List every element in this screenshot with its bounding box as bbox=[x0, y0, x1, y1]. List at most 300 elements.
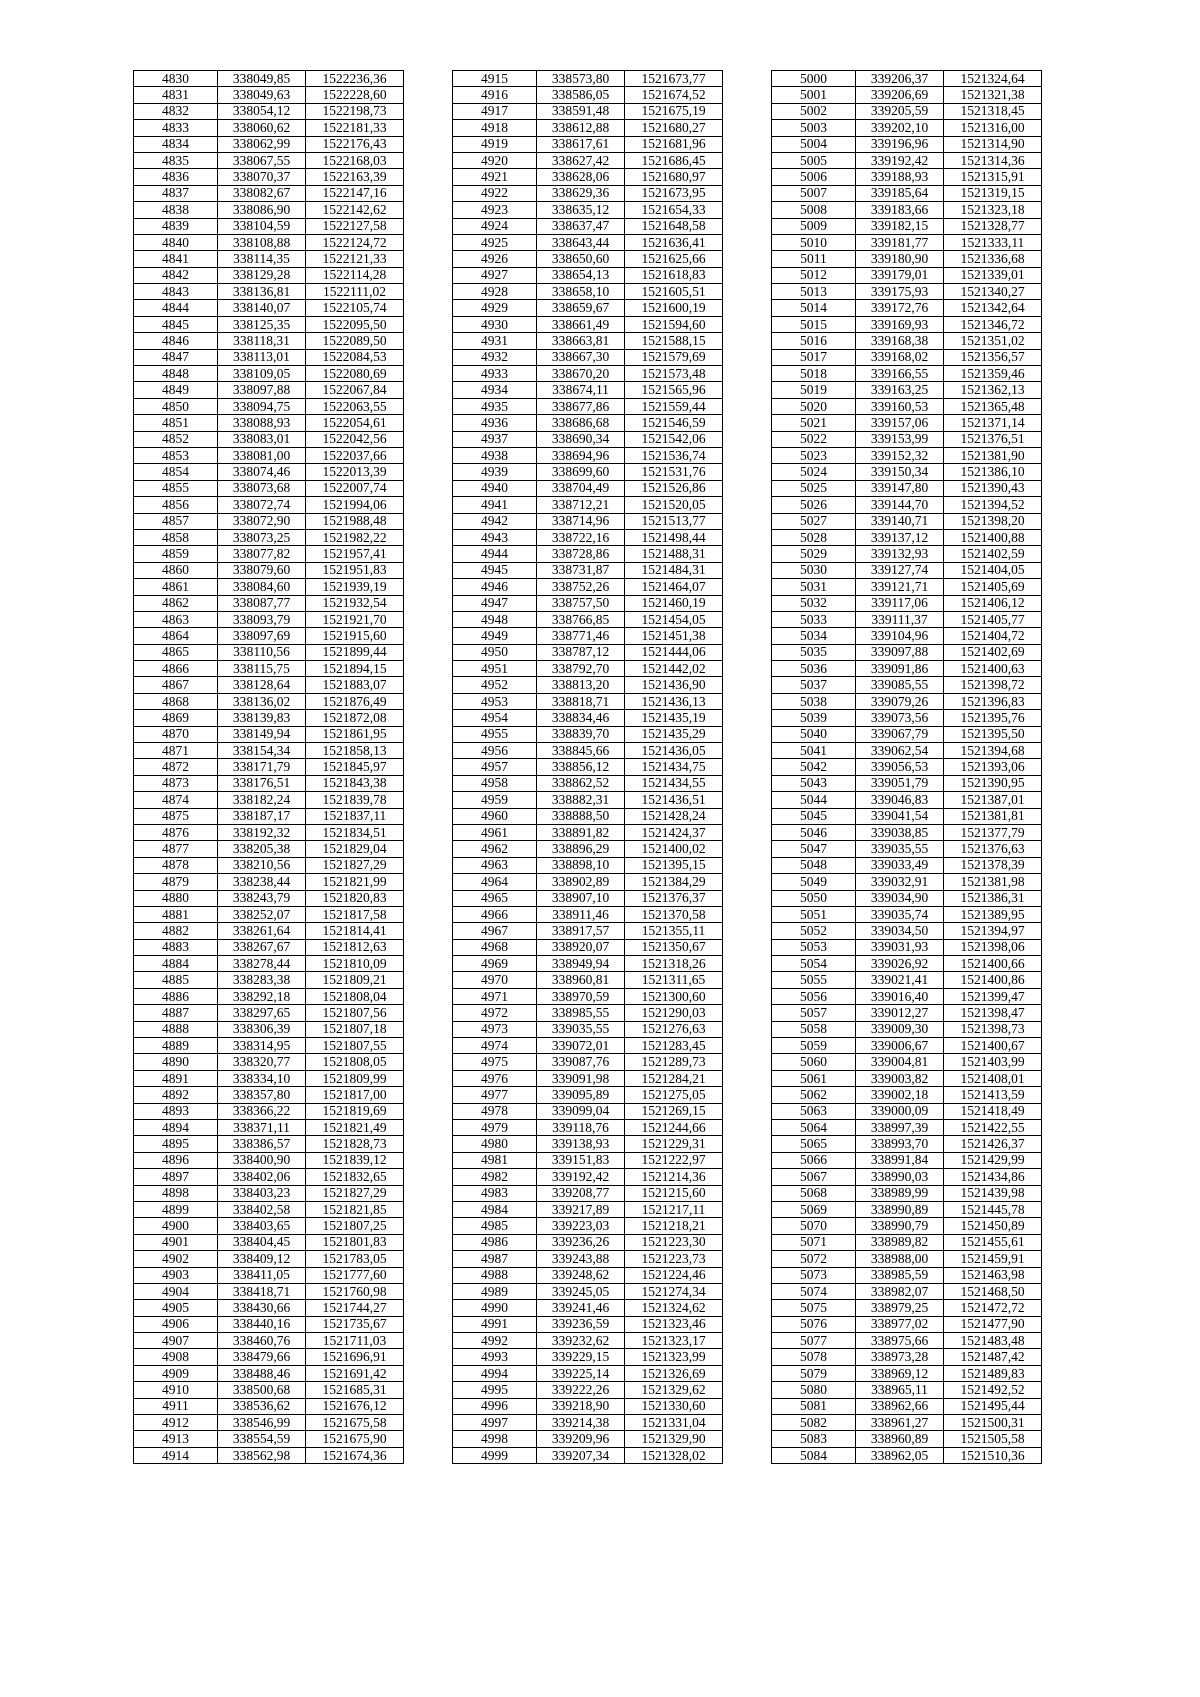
table-row bbox=[134, 841, 404, 857]
table-row bbox=[134, 87, 404, 103]
y-coordinate-cell: 1521398,06 bbox=[944, 939, 1042, 955]
x-coordinate-cell: 338079,60 bbox=[218, 562, 306, 578]
table-row bbox=[772, 513, 1042, 529]
y-coordinate-cell: 1521459,91 bbox=[944, 1251, 1042, 1267]
x-coordinate-cell: 338973,28 bbox=[856, 1349, 944, 1365]
y-coordinate-cell: 1522163,39 bbox=[306, 169, 404, 185]
x-coordinate-cell: 338176,51 bbox=[218, 775, 306, 791]
point-number-cell: 4940 bbox=[453, 480, 537, 496]
y-coordinate-cell: 1521783,05 bbox=[306, 1251, 404, 1267]
point-number-cell: 4847 bbox=[134, 349, 218, 365]
point-number-cell: 4939 bbox=[453, 464, 537, 480]
x-coordinate-cell: 338081,00 bbox=[218, 447, 306, 463]
y-coordinate-cell: 1521809,99 bbox=[306, 1070, 404, 1086]
y-coordinate-cell: 1522142,62 bbox=[306, 202, 404, 218]
y-coordinate-cell: 1521283,45 bbox=[625, 1038, 723, 1054]
table-row bbox=[772, 1283, 1042, 1299]
point-number-cell: 4954 bbox=[453, 710, 537, 726]
point-number-cell: 4991 bbox=[453, 1316, 537, 1332]
table-body bbox=[134, 71, 404, 1464]
x-coordinate-cell: 339009,30 bbox=[856, 1021, 944, 1037]
point-number-cell: 4979 bbox=[453, 1120, 537, 1136]
y-coordinate-cell: 1521390,95 bbox=[944, 775, 1042, 791]
table-row bbox=[453, 1349, 723, 1365]
x-coordinate-cell: 338949,94 bbox=[537, 956, 625, 972]
table-row bbox=[453, 415, 723, 431]
y-coordinate-cell: 1521510,36 bbox=[944, 1447, 1042, 1463]
point-number-cell: 5051 bbox=[772, 906, 856, 922]
y-coordinate-cell: 1521821,49 bbox=[306, 1120, 404, 1136]
point-number-cell: 4835 bbox=[134, 152, 218, 168]
table-row bbox=[134, 415, 404, 431]
table-row bbox=[134, 1349, 404, 1365]
y-coordinate-cell: 1521861,95 bbox=[306, 726, 404, 742]
table-row bbox=[772, 923, 1042, 939]
x-coordinate-cell: 338402,06 bbox=[218, 1169, 306, 1185]
y-coordinate-cell: 1521323,46 bbox=[625, 1316, 723, 1332]
y-coordinate-cell: 1521498,44 bbox=[625, 529, 723, 545]
table-row bbox=[772, 382, 1042, 398]
point-number-cell: 4911 bbox=[134, 1398, 218, 1414]
point-number-cell: 4841 bbox=[134, 251, 218, 267]
point-number-cell: 4848 bbox=[134, 366, 218, 382]
point-number-cell: 4854 bbox=[134, 464, 218, 480]
y-coordinate-cell: 1521994,06 bbox=[306, 497, 404, 513]
point-number-cell: 5035 bbox=[772, 644, 856, 660]
x-coordinate-cell: 338989,99 bbox=[856, 1185, 944, 1201]
table-row bbox=[453, 267, 723, 283]
x-coordinate-cell: 338113,01 bbox=[218, 349, 306, 365]
table-row bbox=[453, 87, 723, 103]
y-coordinate-cell: 1521472,72 bbox=[944, 1300, 1042, 1316]
y-coordinate-cell: 1521333,11 bbox=[944, 234, 1042, 250]
table-row bbox=[453, 513, 723, 529]
point-number-cell: 5004 bbox=[772, 136, 856, 152]
point-number-cell: 4870 bbox=[134, 726, 218, 742]
x-coordinate-cell: 338839,70 bbox=[537, 726, 625, 742]
x-coordinate-cell: 339202,10 bbox=[856, 120, 944, 136]
point-number-cell: 5049 bbox=[772, 874, 856, 890]
point-number-cell: 4951 bbox=[453, 661, 537, 677]
point-number-cell: 4867 bbox=[134, 677, 218, 693]
table-row bbox=[134, 1103, 404, 1119]
x-coordinate-cell: 338990,89 bbox=[856, 1201, 944, 1217]
point-number-cell: 4898 bbox=[134, 1185, 218, 1201]
point-number-cell: 4887 bbox=[134, 1005, 218, 1021]
point-number-cell: 5050 bbox=[772, 890, 856, 906]
y-coordinate-cell: 1521520,05 bbox=[625, 497, 723, 513]
x-coordinate-cell: 339169,93 bbox=[856, 316, 944, 332]
table-row bbox=[453, 988, 723, 1004]
y-coordinate-cell: 1521404,05 bbox=[944, 562, 1042, 578]
x-coordinate-cell: 338677,86 bbox=[537, 398, 625, 414]
x-coordinate-cell: 338969,12 bbox=[856, 1365, 944, 1381]
point-number-cell: 4965 bbox=[453, 890, 537, 906]
x-coordinate-cell: 338086,90 bbox=[218, 202, 306, 218]
y-coordinate-cell: 1521350,67 bbox=[625, 939, 723, 955]
x-coordinate-cell: 338818,71 bbox=[537, 693, 625, 709]
y-coordinate-cell: 1521654,33 bbox=[625, 202, 723, 218]
point-number-cell: 4980 bbox=[453, 1136, 537, 1152]
x-coordinate-cell: 338891,82 bbox=[537, 824, 625, 840]
x-coordinate-cell: 339229,15 bbox=[537, 1349, 625, 1365]
point-number-cell: 4902 bbox=[134, 1251, 218, 1267]
point-number-cell: 5077 bbox=[772, 1333, 856, 1349]
x-coordinate-cell: 338049,85 bbox=[218, 71, 306, 87]
x-coordinate-cell: 339217,89 bbox=[537, 1201, 625, 1217]
point-number-cell: 4882 bbox=[134, 923, 218, 939]
point-number-cell: 5055 bbox=[772, 972, 856, 988]
table-row bbox=[772, 1087, 1042, 1103]
point-number-cell: 4883 bbox=[134, 939, 218, 955]
y-coordinate-cell: 1521405,77 bbox=[944, 611, 1042, 627]
y-coordinate-cell: 1521454,05 bbox=[625, 611, 723, 627]
table-row bbox=[772, 841, 1042, 857]
table-row bbox=[453, 857, 723, 873]
y-coordinate-cell: 1521329,62 bbox=[625, 1382, 723, 1398]
point-number-cell: 4989 bbox=[453, 1283, 537, 1299]
table-row bbox=[772, 234, 1042, 250]
y-coordinate-cell: 1521339,01 bbox=[944, 267, 1042, 283]
table-row bbox=[772, 906, 1042, 922]
point-number-cell: 4838 bbox=[134, 202, 218, 218]
point-number-cell: 4874 bbox=[134, 792, 218, 808]
point-number-cell: 4964 bbox=[453, 874, 537, 890]
point-number-cell: 4977 bbox=[453, 1087, 537, 1103]
table-row bbox=[772, 185, 1042, 201]
y-coordinate-cell: 1521744,27 bbox=[306, 1300, 404, 1316]
y-coordinate-cell: 1521329,90 bbox=[625, 1431, 723, 1447]
table-row bbox=[453, 726, 723, 742]
point-number-cell: 4884 bbox=[134, 956, 218, 972]
x-coordinate-cell: 339006,67 bbox=[856, 1038, 944, 1054]
x-coordinate-cell: 338093,79 bbox=[218, 611, 306, 627]
table-row bbox=[772, 1333, 1042, 1349]
table-row bbox=[772, 366, 1042, 382]
table-row bbox=[134, 1201, 404, 1217]
x-coordinate-cell: 338192,32 bbox=[218, 824, 306, 840]
point-number-cell: 4862 bbox=[134, 595, 218, 611]
point-number-cell: 5081 bbox=[772, 1398, 856, 1414]
table-row bbox=[772, 808, 1042, 824]
point-number-cell: 5072 bbox=[772, 1251, 856, 1267]
y-coordinate-cell: 1521314,90 bbox=[944, 136, 1042, 152]
table-row bbox=[453, 398, 723, 414]
x-coordinate-cell: 338072,74 bbox=[218, 497, 306, 513]
point-number-cell: 4960 bbox=[453, 808, 537, 824]
x-coordinate-cell: 339206,69 bbox=[856, 87, 944, 103]
point-number-cell: 5052 bbox=[772, 923, 856, 939]
x-coordinate-cell: 338674,11 bbox=[537, 382, 625, 398]
point-number-cell: 4984 bbox=[453, 1201, 537, 1217]
point-number-cell: 5038 bbox=[772, 693, 856, 709]
x-coordinate-cell: 338975,66 bbox=[856, 1333, 944, 1349]
point-number-cell: 5007 bbox=[772, 185, 856, 201]
x-coordinate-cell: 338627,42 bbox=[537, 152, 625, 168]
y-coordinate-cell: 1521402,69 bbox=[944, 644, 1042, 660]
x-coordinate-cell: 339012,27 bbox=[856, 1005, 944, 1021]
point-number-cell: 5010 bbox=[772, 234, 856, 250]
point-number-cell: 4885 bbox=[134, 972, 218, 988]
x-coordinate-cell: 338965,11 bbox=[856, 1382, 944, 1398]
x-coordinate-cell: 339223,03 bbox=[537, 1218, 625, 1234]
table-row bbox=[453, 792, 723, 808]
point-number-cell: 4860 bbox=[134, 562, 218, 578]
y-coordinate-cell: 1521400,02 bbox=[625, 841, 723, 857]
point-number-cell: 4915 bbox=[453, 71, 537, 87]
y-coordinate-cell: 1521464,07 bbox=[625, 579, 723, 595]
point-number-cell: 5076 bbox=[772, 1316, 856, 1332]
x-coordinate-cell: 338139,83 bbox=[218, 710, 306, 726]
point-number-cell: 4929 bbox=[453, 300, 537, 316]
y-coordinate-cell: 1521346,72 bbox=[944, 316, 1042, 332]
table-row bbox=[134, 1365, 404, 1381]
x-coordinate-cell: 338087,77 bbox=[218, 595, 306, 611]
y-coordinate-cell: 1521311,65 bbox=[625, 972, 723, 988]
table-row bbox=[772, 710, 1042, 726]
table-row bbox=[772, 1169, 1042, 1185]
point-number-cell: 5037 bbox=[772, 677, 856, 693]
point-number-cell: 5054 bbox=[772, 956, 856, 972]
table-row bbox=[772, 743, 1042, 759]
x-coordinate-cell: 338110,56 bbox=[218, 644, 306, 660]
point-number-cell: 5018 bbox=[772, 366, 856, 382]
table-row bbox=[134, 447, 404, 463]
x-coordinate-cell: 338771,46 bbox=[537, 628, 625, 644]
x-coordinate-cell: 339175,93 bbox=[856, 284, 944, 300]
x-coordinate-cell: 339208,77 bbox=[537, 1185, 625, 1201]
x-coordinate-cell: 338617,61 bbox=[537, 136, 625, 152]
y-coordinate-cell: 1521400,88 bbox=[944, 529, 1042, 545]
y-coordinate-cell: 1521321,38 bbox=[944, 87, 1042, 103]
point-number-cell: 5026 bbox=[772, 497, 856, 513]
x-coordinate-cell: 338409,12 bbox=[218, 1251, 306, 1267]
x-coordinate-cell: 339232,62 bbox=[537, 1333, 625, 1349]
table-row bbox=[772, 300, 1042, 316]
point-number-cell: 5024 bbox=[772, 464, 856, 480]
point-number-cell: 5041 bbox=[772, 743, 856, 759]
x-coordinate-cell: 338856,12 bbox=[537, 759, 625, 775]
x-coordinate-cell: 338357,80 bbox=[218, 1087, 306, 1103]
table-row bbox=[453, 1234, 723, 1250]
point-number-cell: 4970 bbox=[453, 972, 537, 988]
point-number-cell: 5065 bbox=[772, 1136, 856, 1152]
table-row bbox=[453, 808, 723, 824]
y-coordinate-cell: 1521455,61 bbox=[944, 1234, 1042, 1250]
coordinates-table-2 bbox=[452, 70, 723, 1464]
table-row bbox=[453, 1382, 723, 1398]
y-coordinate-cell: 1521932,54 bbox=[306, 595, 404, 611]
point-number-cell: 4846 bbox=[134, 333, 218, 349]
y-coordinate-cell: 1521820,83 bbox=[306, 890, 404, 906]
y-coordinate-cell: 1521290,03 bbox=[625, 1005, 723, 1021]
table-row bbox=[772, 726, 1042, 742]
y-coordinate-cell: 1521600,19 bbox=[625, 300, 723, 316]
table-row bbox=[772, 1267, 1042, 1283]
table-row bbox=[772, 792, 1042, 808]
y-coordinate-cell: 1521406,12 bbox=[944, 595, 1042, 611]
table-row bbox=[134, 677, 404, 693]
y-coordinate-cell: 1521404,72 bbox=[944, 628, 1042, 644]
table-row bbox=[453, 464, 723, 480]
y-coordinate-cell: 1521319,15 bbox=[944, 185, 1042, 201]
point-number-cell: 5022 bbox=[772, 431, 856, 447]
table-row bbox=[772, 677, 1042, 693]
point-number-cell: 4927 bbox=[453, 267, 537, 283]
point-number-cell: 5079 bbox=[772, 1365, 856, 1381]
x-coordinate-cell: 338084,60 bbox=[218, 579, 306, 595]
point-number-cell: 4997 bbox=[453, 1415, 537, 1431]
y-coordinate-cell: 1521810,09 bbox=[306, 956, 404, 972]
table-row bbox=[453, 480, 723, 496]
y-coordinate-cell: 1522013,39 bbox=[306, 464, 404, 480]
x-coordinate-cell: 338960,89 bbox=[856, 1431, 944, 1447]
y-coordinate-cell: 1522198,73 bbox=[306, 103, 404, 119]
point-number-cell: 4985 bbox=[453, 1218, 537, 1234]
y-coordinate-cell: 1522089,50 bbox=[306, 333, 404, 349]
table-row bbox=[134, 234, 404, 250]
x-coordinate-cell: 338961,27 bbox=[856, 1415, 944, 1431]
table-row bbox=[134, 595, 404, 611]
table-row bbox=[453, 1038, 723, 1054]
table-row bbox=[134, 529, 404, 545]
x-coordinate-cell: 338714,96 bbox=[537, 513, 625, 529]
x-coordinate-cell: 338500,68 bbox=[218, 1382, 306, 1398]
y-coordinate-cell: 1522236,36 bbox=[306, 71, 404, 87]
x-coordinate-cell: 339033,49 bbox=[856, 857, 944, 873]
point-number-cell: 4878 bbox=[134, 857, 218, 873]
y-coordinate-cell: 1521400,66 bbox=[944, 956, 1042, 972]
point-number-cell: 4920 bbox=[453, 152, 537, 168]
point-number-cell: 5017 bbox=[772, 349, 856, 365]
table-row bbox=[453, 300, 723, 316]
point-number-cell: 5033 bbox=[772, 611, 856, 627]
point-number-cell: 4921 bbox=[453, 169, 537, 185]
table-row bbox=[453, 824, 723, 840]
x-coordinate-cell: 339192,42 bbox=[537, 1169, 625, 1185]
x-coordinate-cell: 338902,89 bbox=[537, 874, 625, 890]
table-row bbox=[772, 939, 1042, 955]
table-row bbox=[134, 267, 404, 283]
point-number-cell: 4995 bbox=[453, 1382, 537, 1398]
x-coordinate-cell: 338403,23 bbox=[218, 1185, 306, 1201]
point-number-cell: 5080 bbox=[772, 1382, 856, 1398]
point-number-cell: 4875 bbox=[134, 808, 218, 824]
x-coordinate-cell: 338261,64 bbox=[218, 923, 306, 939]
table-row bbox=[453, 1005, 723, 1021]
point-number-cell: 4968 bbox=[453, 939, 537, 955]
point-number-cell: 4958 bbox=[453, 775, 537, 791]
table-row bbox=[453, 1267, 723, 1283]
x-coordinate-cell: 339079,26 bbox=[856, 693, 944, 709]
y-coordinate-cell: 1521424,37 bbox=[625, 824, 723, 840]
x-coordinate-cell: 338960,81 bbox=[537, 972, 625, 988]
y-coordinate-cell: 1521618,83 bbox=[625, 267, 723, 283]
x-coordinate-cell: 338694,96 bbox=[537, 447, 625, 463]
x-coordinate-cell: 338982,07 bbox=[856, 1283, 944, 1299]
y-coordinate-cell: 1521394,52 bbox=[944, 497, 1042, 513]
y-coordinate-cell: 1522037,66 bbox=[306, 447, 404, 463]
table-row bbox=[772, 611, 1042, 627]
y-coordinate-cell: 1521500,31 bbox=[944, 1415, 1042, 1431]
x-coordinate-cell: 338104,59 bbox=[218, 218, 306, 234]
x-coordinate-cell: 339091,98 bbox=[537, 1070, 625, 1086]
y-coordinate-cell: 1521400,86 bbox=[944, 972, 1042, 988]
table-row bbox=[772, 1382, 1042, 1398]
table-row bbox=[772, 661, 1042, 677]
y-coordinate-cell: 1521675,58 bbox=[306, 1415, 404, 1431]
point-number-cell: 5016 bbox=[772, 333, 856, 349]
x-coordinate-cell: 338612,88 bbox=[537, 120, 625, 136]
point-number-cell: 5046 bbox=[772, 824, 856, 840]
x-coordinate-cell: 338988,00 bbox=[856, 1251, 944, 1267]
y-coordinate-cell: 1521274,34 bbox=[625, 1283, 723, 1299]
point-number-cell: 4900 bbox=[134, 1218, 218, 1234]
x-coordinate-cell: 339147,80 bbox=[856, 480, 944, 496]
point-number-cell: 4996 bbox=[453, 1398, 537, 1414]
y-coordinate-cell: 1521483,48 bbox=[944, 1333, 1042, 1349]
y-coordinate-cell: 1522095,50 bbox=[306, 316, 404, 332]
table-row bbox=[134, 1398, 404, 1414]
table-row bbox=[453, 710, 723, 726]
y-coordinate-cell: 1521386,10 bbox=[944, 464, 1042, 480]
x-coordinate-cell: 338171,79 bbox=[218, 759, 306, 775]
table-row bbox=[772, 693, 1042, 709]
y-coordinate-cell: 1521460,19 bbox=[625, 595, 723, 611]
point-number-cell: 4987 bbox=[453, 1251, 537, 1267]
x-coordinate-cell: 338977,02 bbox=[856, 1316, 944, 1332]
point-number-cell: 4926 bbox=[453, 251, 537, 267]
table-row bbox=[134, 1218, 404, 1234]
x-coordinate-cell: 338888,50 bbox=[537, 808, 625, 824]
x-coordinate-cell: 338070,37 bbox=[218, 169, 306, 185]
table-row bbox=[772, 218, 1042, 234]
x-coordinate-cell: 339051,79 bbox=[856, 775, 944, 791]
y-coordinate-cell: 1521370,58 bbox=[625, 906, 723, 922]
point-number-cell: 4986 bbox=[453, 1234, 537, 1250]
x-coordinate-cell: 338635,12 bbox=[537, 202, 625, 218]
x-coordinate-cell: 338792,70 bbox=[537, 661, 625, 677]
y-coordinate-cell: 1521807,25 bbox=[306, 1218, 404, 1234]
x-coordinate-cell: 338292,18 bbox=[218, 988, 306, 1004]
x-coordinate-cell: 338670,20 bbox=[537, 366, 625, 382]
table-row bbox=[453, 956, 723, 972]
y-coordinate-cell: 1521696,91 bbox=[306, 1349, 404, 1365]
table-row bbox=[772, 497, 1042, 513]
table-row bbox=[772, 1218, 1042, 1234]
x-coordinate-cell: 339222,26 bbox=[537, 1382, 625, 1398]
point-number-cell: 5028 bbox=[772, 529, 856, 545]
x-coordinate-cell: 339151,83 bbox=[537, 1152, 625, 1168]
x-coordinate-cell: 339209,96 bbox=[537, 1431, 625, 1447]
y-coordinate-cell: 1522105,74 bbox=[306, 300, 404, 316]
table-row bbox=[453, 1431, 723, 1447]
x-coordinate-cell: 338062,99 bbox=[218, 136, 306, 152]
x-coordinate-cell: 338074,46 bbox=[218, 464, 306, 480]
point-number-cell: 5012 bbox=[772, 267, 856, 283]
y-coordinate-cell: 1521801,83 bbox=[306, 1234, 404, 1250]
table-row bbox=[453, 316, 723, 332]
point-number-cell: 4967 bbox=[453, 923, 537, 939]
y-coordinate-cell: 1521951,83 bbox=[306, 562, 404, 578]
point-number-cell: 4966 bbox=[453, 906, 537, 922]
point-number-cell: 5059 bbox=[772, 1038, 856, 1054]
x-coordinate-cell: 338114,35 bbox=[218, 251, 306, 267]
x-coordinate-cell: 339034,50 bbox=[856, 923, 944, 939]
point-number-cell: 4956 bbox=[453, 743, 537, 759]
point-number-cell: 4950 bbox=[453, 644, 537, 660]
table-row bbox=[772, 628, 1042, 644]
